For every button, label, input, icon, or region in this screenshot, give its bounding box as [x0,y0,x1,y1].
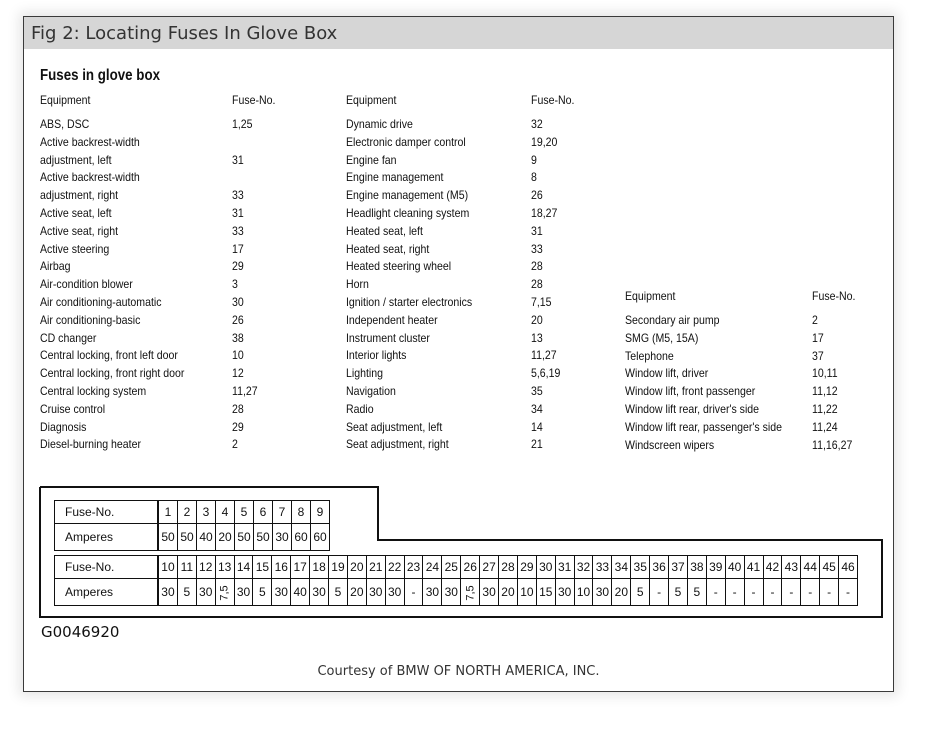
equipment-name: Independent heater [346,312,438,327]
ampere-row [55,524,330,551]
fuse-number-cell: 20 [347,556,366,579]
fuse-number: 31 [531,223,543,238]
equipment-name: Active seat, left [40,206,112,220]
ampere-row [55,579,858,606]
fuse-number: 38 [232,330,244,345]
ampere-cell: 50 [158,524,178,551]
fuse-number-cell: 38 [687,556,706,579]
equipment-name: Horn [346,277,369,292]
ampere-cell: 30 [555,579,574,606]
ampere-cell: 5 [177,579,196,606]
equipment-name: Navigation [346,384,396,398]
fuse-number: 11,24 [812,419,838,434]
fuse-number-cell: 4 [216,501,235,524]
equipment-name: Lighting [346,366,384,381]
ampere-cell: - [763,579,782,606]
figure-frame [23,16,894,692]
equipment-name: Telephone [625,348,674,363]
fuse-number: 17 [812,330,824,345]
ampere-cell: 30 [442,579,461,606]
fuse-number: 3 [232,277,238,292]
fuse-number: 30 [232,295,244,309]
equipment-name: Cruise control [40,401,106,416]
fuse-number-cell: 9 [311,501,330,524]
ampere-cell: 30 [310,579,329,606]
fuse-table-1 [54,500,330,551]
fuse-number: 2 [812,313,818,327]
fuse-number-cell: 19 [329,556,348,579]
courtesy-footer: Courtesy of BMW OF NORTH AMERICA, INC. [317,664,600,679]
fuse-number-cell: 2 [178,501,197,524]
col1-equipment-header: Equipment [40,93,91,107]
ampere-cell: 30 [272,579,291,606]
fuse-number: 2 [232,437,238,452]
ampere-cell: 30 [593,579,612,606]
equipment-name: Window lift, driver [625,366,709,381]
fuse-number-cell: 5 [235,501,254,524]
fuse-number-cell: 8 [292,501,311,524]
ampere-cell: 40 [197,524,216,551]
col3-equipment-header: Equipment [625,289,676,303]
ampere-cell: 30 [480,579,499,606]
fuse-number: 19,20 [531,134,558,149]
equipment-name: Ignition / starter electronics [346,295,473,309]
fuse-number-cell: 1 [158,501,178,524]
equipment-name: Electronic damper control [346,134,466,149]
fuse-number-row [55,556,858,579]
ampere-cell: 30 [366,579,385,606]
ampere-cell: 15 [536,579,555,606]
fuse-number-cell: 37 [669,556,688,579]
fuse-number: 14 [531,419,543,434]
fuse-number-cell: 26 [461,556,480,579]
fuse-number-cell: 30 [536,556,555,579]
equipment-name: Heated steering wheel [346,259,452,274]
ampere-cell: 5 [631,579,650,606]
equipment-name: adjustment, left [40,152,112,167]
fuse-number: 11,27 [232,384,258,398]
fuse-number-cell: 32 [574,556,593,579]
fuse-number: 9 [531,152,537,167]
fuse-number: 31 [232,206,244,220]
fuse-number: 5,6,19 [531,366,561,381]
equipment-name: Active steering [40,241,110,256]
fuse-number: 21 [531,437,543,452]
equipment-name: Engine management [346,170,444,185]
fuse-number: 8 [531,170,537,185]
ampere-cell: 50 [235,524,254,551]
ampere-value-vertical: 7,5 [218,585,231,601]
equipment-name: Engine fan [346,152,397,167]
fuse-number-cell: 23 [404,556,423,579]
ampere-cell: 60 [292,524,311,551]
fuse-number-cell: 6 [254,501,273,524]
ampere-cell: 10 [517,579,536,606]
fuse-number-cell: 17 [291,556,310,579]
equipment-name: Heated seat, right [346,241,430,256]
ampere-cell: 20 [347,579,366,606]
equipment-name: Air-condition blower [40,277,133,292]
fuse-table-2 [54,555,858,606]
ampere-cell: 30 [158,579,177,606]
fuse-number-cell: 44 [801,556,820,579]
ampere-cell: 20 [499,579,518,606]
ampere-cell: 5 [329,579,348,606]
fuse-number: 1,25 [232,117,253,131]
ampere-cell: 20 [612,579,631,606]
ampere-cell: - [801,579,820,606]
fuse-number-cell: 21 [366,556,385,579]
fuse-row-label: Fuse-No. [55,556,159,579]
ampere-cell: 5 [687,579,706,606]
ampere-cell [461,579,480,606]
equipment-name: ABS, DSC [40,117,90,131]
fuse-number: 35 [531,384,543,398]
fuse-number-cell: 34 [612,556,631,579]
equipment-name: Headlight cleaning system [346,206,470,220]
ampere-cell: 20 [216,524,235,551]
fuse-row-label: Fuse-No. [55,501,159,524]
fuse-number-cell: 43 [782,556,801,579]
fuse-number-cell: 42 [763,556,782,579]
equipment-name: Windscreen wipers [625,437,715,452]
equipment-name: Air conditioning-basic [40,312,141,327]
fuse-number-cell: 28 [499,556,518,579]
equipment-name: Active backrest-width [40,170,140,185]
ampere-cell: - [839,579,858,606]
fuse-number: 11,22 [812,402,838,416]
fuse-number: 26 [232,312,244,327]
fuse-number-cell: 18 [310,556,329,579]
equipment-name: Window lift, front passenger [625,384,756,399]
fuse-number-cell: 12 [196,556,215,579]
equipment-name: Heated seat, left [346,223,423,238]
ampere-cell: - [725,579,744,606]
equipment-name: SMG (M5, 15A) [625,330,699,345]
ampere-cell: - [404,579,423,606]
fuse-number-cell: 11 [177,556,196,579]
equipment-name: Secondary air pump [625,313,720,327]
equipment-name: Active seat, right [40,223,119,238]
equipment-name: Central locking, front left door [40,348,178,363]
fuse-number: 11,12 [812,384,838,399]
fuse-number: 33 [232,223,244,238]
fuse-number-cell: 7 [273,501,292,524]
fuse-number-cell: 14 [234,556,253,579]
fuse-number-cell: 24 [423,556,442,579]
fuse-number: 13 [531,330,543,345]
fuse-number-cell: 41 [744,556,763,579]
fuse-number-cell: 31 [555,556,574,579]
fuse-number-cell: 3 [197,501,216,524]
fuse-number: 10,11 [812,366,838,381]
fuse-number-cell: 45 [820,556,839,579]
equipment-name: CD changer [40,330,97,345]
ampere-cell: - [820,579,839,606]
fuse-number-cell: 29 [517,556,536,579]
figure-title: Fig 2: Locating Fuses In Glove Box [31,23,338,44]
fuse-number: 28 [232,401,244,416]
fuse-number: 34 [531,401,543,416]
fuse-number-cell: 27 [480,556,499,579]
fuse-number: 18,27 [531,206,558,220]
ampere-value-vertical: 7,5 [464,585,477,601]
equipment-name: Engine management (M5) [346,188,469,203]
ampere-cell: - [782,579,801,606]
fuse-number: 33 [531,241,543,256]
col2-fuse-header: Fuse-No. [531,93,575,107]
fuse-number: 12 [232,366,244,381]
ampere-cell: 60 [311,524,330,551]
col2-equipment-header: Equipment [346,93,397,107]
ampere-cell: 30 [234,579,253,606]
fuse-number: 29 [232,419,244,434]
equipment-name: Diesel-burning heater [40,437,141,452]
col3-fuse-header: Fuse-No. [812,289,856,303]
fuse-number: 10 [232,348,244,363]
ampere-cell: 5 [253,579,272,606]
fuse-number-cell: 46 [839,556,858,579]
fuse-number-row [55,501,330,524]
fuse-number: 31 [232,152,244,167]
equipment-name: Dynamic drive [346,117,413,131]
ampere-cell: 50 [178,524,197,551]
equipment-name: Central locking, front right door [40,366,185,381]
equipment-name: Window lift rear, passenger's side [625,419,782,434]
fuse-number-cell: 35 [631,556,650,579]
fuse-number: 17 [232,241,244,256]
fuse-number: 33 [232,188,244,203]
ampere-cell: 30 [196,579,215,606]
col1-fuse-header: Fuse-No. [232,93,276,107]
ampere-row-label: Amperes [55,524,159,551]
equipment-name: Airbag [40,259,71,274]
equipment-name: Central locking system [40,384,147,398]
fuse-number-cell: 10 [158,556,177,579]
equipment-name: Instrument cluster [346,330,430,345]
ampere-cell: 30 [423,579,442,606]
diagram-code: G0046920 [41,623,120,641]
fuse-number-cell: 16 [272,556,291,579]
fuse-number-cell: 40 [725,556,744,579]
ampere-cell: - [744,579,763,606]
fuse-number: 28 [531,259,543,274]
fuse-number: 29 [232,259,244,274]
ampere-cell: 10 [574,579,593,606]
fuse-number-cell: 39 [706,556,725,579]
equipment-name: Radio [346,401,374,416]
equipment-name: Air conditioning-automatic [40,295,162,309]
equipment-name: Active backrest-width [40,134,140,149]
equipment-name: adjustment, right [40,188,119,203]
fuse-number: 11,16,27 [812,437,853,452]
equipment-name: Window lift rear, driver's side [625,402,760,416]
fuse-number-cell: 15 [253,556,272,579]
fuse-number: 20 [531,312,543,327]
fuse-number: 11,27 [531,348,557,363]
equipment-name: Diagnosis [40,419,87,434]
ampere-cell [215,579,234,606]
equipment-name: Seat adjustment, left [346,419,443,434]
fuse-number-cell: 33 [593,556,612,579]
fuse-number: 26 [531,188,543,203]
section-heading: Fuses in glove box [40,67,160,84]
ampere-cell: 30 [273,524,292,551]
equipment-name: Seat adjustment, right [346,437,449,452]
equipment-name: Interior lights [346,348,407,363]
fuse-number: 37 [812,348,824,363]
fuse-number: 7,15 [531,295,552,309]
fuse-number-cell: 25 [442,556,461,579]
ampere-cell: 5 [669,579,688,606]
fuse-number-cell: 36 [650,556,669,579]
ampere-cell: 30 [385,579,404,606]
ampere-row-label: Amperes [55,579,159,606]
ampere-cell: 40 [291,579,310,606]
ampere-cell: 50 [254,524,273,551]
fuse-number: 28 [531,277,543,292]
fuse-number-cell: 13 [215,556,234,579]
fuse-number-cell: 22 [385,556,404,579]
ampere-cell: - [706,579,725,606]
ampere-cell: - [650,579,669,606]
fuse-number: 32 [531,117,543,131]
